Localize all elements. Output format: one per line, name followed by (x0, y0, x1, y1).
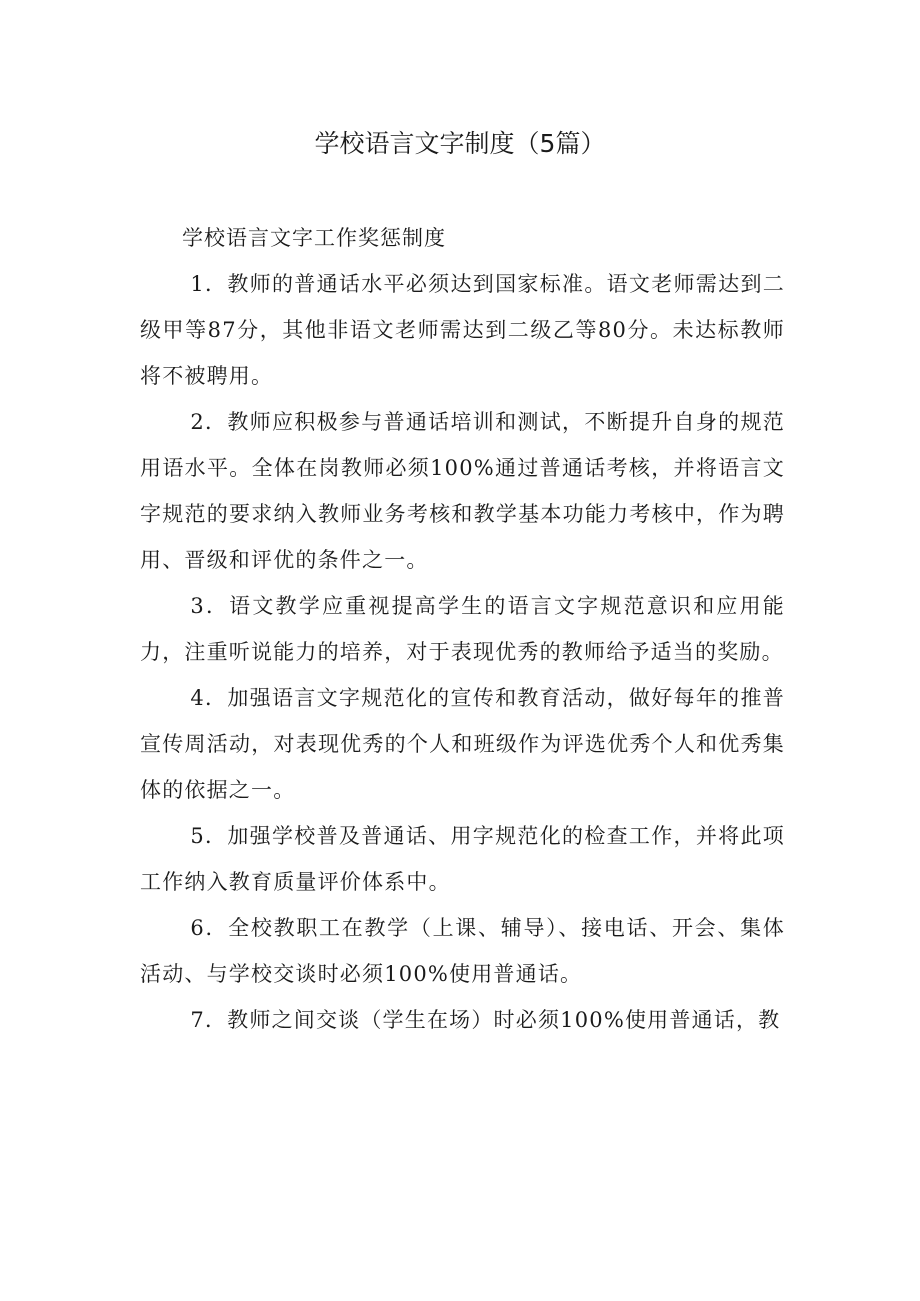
document-title: 学校语言文字制度（5篇） (314, 129, 606, 158)
paragraph-7: 7．教师之间交谈（学生在场）时必须100%使用普通话，教 (190, 1008, 781, 1032)
paragraph-5: 5．加强学校普及普通话、用字规范化的检查工作，并将此项工作纳入教育质量评价体系中。 (140, 824, 785, 894)
paragraph-6: 6．全校教职工在教学（上课、辅导）、接电话、开会、集体活动、与学校交谈时必须100%使用普通话。 (140, 916, 785, 986)
paragraph-1: 1．教师的普通话水平必须达到国家标准。语文老师需达到二级甲等87分，其他非语文老师需达到二级乙等80分。未达标教师将不被聘用。 (140, 272, 785, 388)
document-body (140, 218, 785, 1043)
section-heading: 学校语言文字工作奖惩制度 (182, 226, 446, 250)
paragraph-4: 4．加强语言文字规范化的宣传和教育活动，做好每年的推普宣传周活动，对表现优秀的个人和班级作为评选优秀个人和优秀集体的依据之一。 (140, 686, 785, 802)
paragraph-2: 2．教师应积极参与普通话培训和测试，不断提升自身的规范用语水平。全体在岗教师必须100%通过普通话考核，并将语言文字规范的要求纳入教师业务考核和教学基本功能力考核中，作为聘用、晋级和评优的条件之一。 (140, 410, 785, 572)
paragraph-3: 3．语文教学应重视提高学生的语言文字规范意识和应用能力，注重听说能力的培养，对于表现优秀的教师给予适当的奖励。 (140, 594, 785, 664)
